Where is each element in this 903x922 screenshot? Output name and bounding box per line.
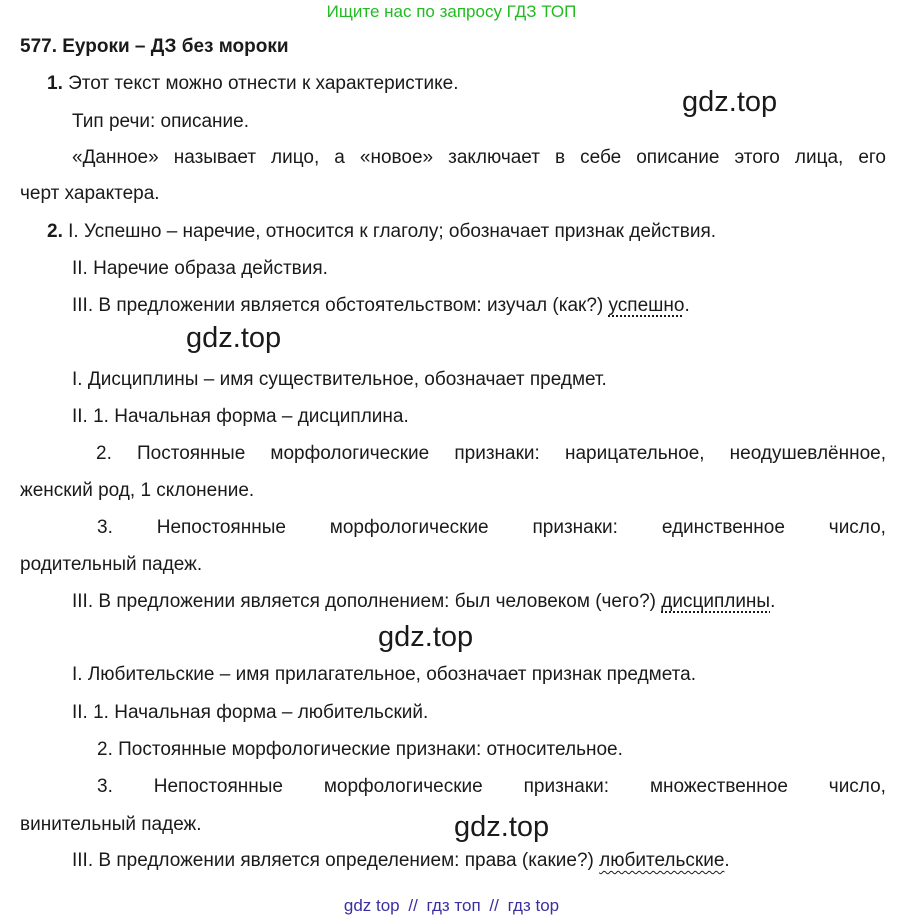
footer-link-gdz-top-ru[interactable]: гдз топ <box>426 896 481 915</box>
c6-suffix: . <box>724 850 730 871</box>
section1-text: Этот текст можно отнести к характеристике. <box>68 73 459 94</box>
section2-line-c3: 2. Постоянные морфологические признаки: относительное. <box>97 739 623 760</box>
section2-line-c1: I. Любительские – имя прилагательное, обозначает признак предмета. <box>72 664 696 685</box>
section1-line4: черт характера. <box>20 183 160 204</box>
footer-separator: // <box>408 896 418 915</box>
b5-word: единственное <box>661 517 785 538</box>
c4-word: множественное <box>649 776 788 797</box>
a3-suffix: . <box>684 295 690 316</box>
b5-word: морфологические <box>329 517 489 538</box>
footer-separator: // <box>489 896 499 915</box>
section2-line-b4: женский род, 1 склонение. <box>20 480 255 501</box>
top-banner-link[interactable]: Ищите нас по запросу ГДЗ ТОП <box>326 2 577 21</box>
c4-word: морфологические <box>323 776 483 797</box>
section2-line-c2: II. 1. Начальная форма – любительский. <box>72 702 429 723</box>
watermark-4: gdz.top <box>454 811 550 843</box>
watermark-1: gdz.top <box>682 86 778 118</box>
section2-line-b5 <box>97 516 886 540</box>
section1-line3: «Данное» называет лицо, а «новое» заключает в себе описание этого лица, его <box>72 147 886 168</box>
section2-line-c4 <box>97 775 886 799</box>
c4-word: число, <box>828 776 886 797</box>
c6-prefix: III. В предложении является определением: права (какие?) <box>72 850 600 871</box>
section2-line-a1 <box>47 220 716 244</box>
b5-word: Непостоянные <box>156 517 286 538</box>
watermark-3: gdz.top <box>378 621 474 653</box>
section2-line-b3: 2. Постоянные морфологические признаки: нарицательное, неодушевлённое, <box>96 443 886 464</box>
c6-underlined-word: любительские <box>599 850 725 871</box>
section2-a1-text: I. Успешно – наречие, относится к глаголу; обозначает признак действия. <box>68 221 717 242</box>
section2-line-b2: II. 1. Начальная форма – дисциплина. <box>72 406 409 427</box>
b7-underlined-word: дисциплины <box>661 591 771 612</box>
section2-line-c5: винительный падеж. <box>20 814 202 835</box>
section2-line-a3 <box>72 294 690 318</box>
footer-links <box>0 896 903 916</box>
footer-link-gdz-top[interactable]: gdz top <box>343 896 400 915</box>
b5-word: 3. <box>97 517 113 538</box>
b7-prefix: III. В предложении является дополнением: был человеком (чего?) <box>72 591 662 612</box>
section1-line2: Тип речи: описание. <box>72 111 250 132</box>
a3-underlined-word: успешно <box>608 295 685 316</box>
footer-link-gdz-top-mixed[interactable]: гдз top <box>507 896 560 915</box>
section2-line-c6 <box>72 849 730 873</box>
section1-line1 <box>47 72 458 96</box>
c4-word: Непостоянные <box>153 776 283 797</box>
c4-word: 3. <box>97 776 113 797</box>
b5-word: число, <box>828 517 886 538</box>
section2-line-b7 <box>72 590 775 614</box>
section2-line-b6: родительный падеж. <box>20 554 203 575</box>
section2-line-b1: I. Дисциплины – имя существительное, обозначает предмет. <box>72 369 607 390</box>
b7-suffix: . <box>770 591 776 612</box>
section1-number: 1. <box>47 73 63 94</box>
section2-number: 2. <box>47 221 63 242</box>
section2-line-a2: II. Наречие образа действия. <box>72 258 328 279</box>
c4-word: признаки: <box>523 776 610 797</box>
watermark-2: gdz.top <box>186 322 282 354</box>
a3-prefix: III. В предложении является обстоятельством: изучал (как?) <box>72 295 609 316</box>
b5-word: признаки: <box>532 517 618 538</box>
exercise-heading: 577. Еуроки – ДЗ без мороки <box>20 36 289 57</box>
